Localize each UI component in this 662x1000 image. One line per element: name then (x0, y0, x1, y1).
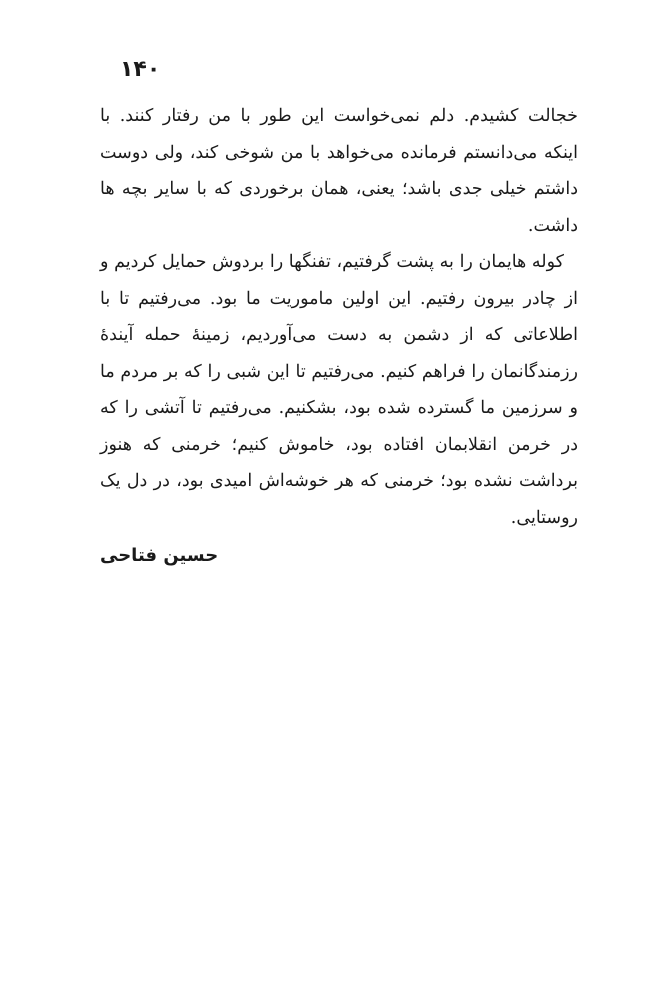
body-text (100, 98, 578, 536)
paragraph-1: خجالت کشیدم. دلم نمی‌خواست این طور با من رفتار کنند. با اینکه می‌دانستم فرمانده می‌خواهد با من شوخی کند، ولی دوست داشتم خیلی جدی باشد؛ یعنی، همان برخوردی که با سایر بچه ها داشت. (100, 106, 578, 236)
paragraph-2: کوله هایمان را به پشت گرفتیم، تفنگها را بردوش حمایل کردیم و از چادر بیرون رفتیم. این اولین ماموریت ما بود. می‌رفتیم تا با اطلاعاتی که از دشمن به دست می‌آوردیم، زمینهٔ حمله آیندهٔ رزمندگانمان را فراهم کنیم. می‌رفتیم تا این شبی را که بر مردم ما و سرزمین ما گسترده شده بود، بشکنیم. می‌رفتیم تا آتشی را که در خرمن انقلابمان افتاده بود، خاموش کنیم؛ خرمنی که هنوز برداشت نشده بود؛ خرمنی که هر خوشه‌اش امیدی بود، در دل یک روستایی. (100, 252, 578, 528)
author-signature: حسین فتاحی (100, 545, 219, 566)
page-number: ۱۴۰ (120, 57, 161, 82)
